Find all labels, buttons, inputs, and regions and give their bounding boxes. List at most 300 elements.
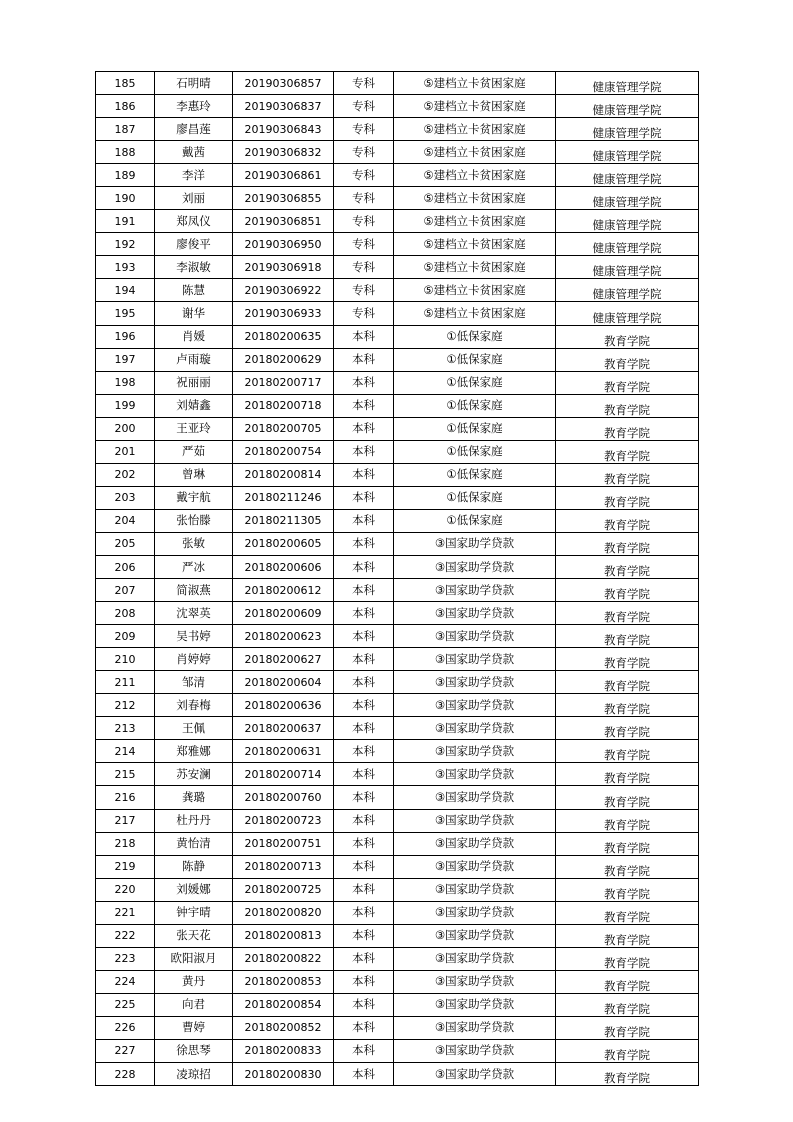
serial-number-cell: 195 <box>96 302 155 325</box>
college-cell: 健康管理学院 <box>556 72 699 95</box>
student-name-cell: 欧阳淑月 <box>155 947 233 970</box>
serial-number-cell: 205 <box>96 532 155 555</box>
table-row <box>96 763 699 786</box>
college-cell: 教育学院 <box>556 1063 699 1086</box>
college-cell: 教育学院 <box>556 1039 699 1062</box>
college-cell: 教育学院 <box>556 555 699 578</box>
serial-number-cell: 187 <box>96 118 155 141</box>
college-cell: 教育学院 <box>556 855 699 878</box>
difficulty-category-cell: ⑤建档立卡贫困家庭 <box>394 95 556 118</box>
education-level-cell: 本科 <box>334 394 394 417</box>
difficulty-category-cell: ③国家助学贷款 <box>394 579 556 602</box>
serial-number-cell: 198 <box>96 371 155 394</box>
student-id-cell: 20190306855 <box>233 187 334 210</box>
serial-number-cell: 189 <box>96 164 155 187</box>
serial-number-cell: 210 <box>96 648 155 671</box>
student-name-cell: 廖俊平 <box>155 233 233 256</box>
college-cell: 健康管理学院 <box>556 279 699 302</box>
education-level-cell: 本科 <box>334 532 394 555</box>
college-cell: 教育学院 <box>556 901 699 924</box>
table-body <box>96 72 699 1086</box>
student-name-cell: 黄丹 <box>155 970 233 993</box>
education-level-cell: 本科 <box>334 947 394 970</box>
college-cell: 健康管理学院 <box>556 141 699 164</box>
education-level-cell: 本科 <box>334 417 394 440</box>
education-level-cell: 专科 <box>334 164 394 187</box>
difficulty-category-cell: ③国家助学贷款 <box>394 1039 556 1062</box>
difficulty-category-cell: ③国家助学贷款 <box>394 602 556 625</box>
table-row <box>96 532 699 555</box>
student-name-cell: 谢华 <box>155 302 233 325</box>
student-id-cell: 20180200631 <box>233 740 334 763</box>
difficulty-category-cell: ③国家助学贷款 <box>394 786 556 809</box>
college-cell: 健康管理学院 <box>556 256 699 279</box>
serial-number-cell: 219 <box>96 855 155 878</box>
difficulty-category-cell: ⑤建档立卡贫困家庭 <box>394 210 556 233</box>
college-cell: 教育学院 <box>556 947 699 970</box>
education-level-cell: 本科 <box>334 740 394 763</box>
student-id-cell: 20190306837 <box>233 95 334 118</box>
student-id-cell: 20180200853 <box>233 970 334 993</box>
education-level-cell: 专科 <box>334 187 394 210</box>
education-level-cell: 本科 <box>334 1016 394 1039</box>
serial-number-cell: 185 <box>96 72 155 95</box>
college-cell: 教育学院 <box>556 740 699 763</box>
college-cell: 健康管理学院 <box>556 164 699 187</box>
difficulty-category-cell: ①低保家庭 <box>394 348 556 371</box>
difficulty-category-cell: ①低保家庭 <box>394 440 556 463</box>
education-level-cell: 本科 <box>334 1039 394 1062</box>
education-level-cell: 本科 <box>334 555 394 578</box>
difficulty-category-cell: ①低保家庭 <box>394 509 556 532</box>
student-id-cell: 20180200714 <box>233 763 334 786</box>
education-level-cell: 本科 <box>334 763 394 786</box>
serial-number-cell: 221 <box>96 901 155 924</box>
difficulty-category-cell: ③国家助学贷款 <box>394 901 556 924</box>
table-row <box>96 164 699 187</box>
college-cell: 教育学院 <box>556 832 699 855</box>
table-row <box>96 1016 699 1039</box>
table-row <box>96 625 699 648</box>
difficulty-category-cell: ③国家助学贷款 <box>394 947 556 970</box>
student-name-cell: 钟宇晴 <box>155 901 233 924</box>
table-row <box>96 141 699 164</box>
serial-number-cell: 224 <box>96 970 155 993</box>
table-row <box>96 809 699 832</box>
difficulty-category-cell: ⑤建档立卡贫困家庭 <box>394 72 556 95</box>
student-name-cell: 张敏 <box>155 532 233 555</box>
serial-number-cell: 211 <box>96 671 155 694</box>
college-cell: 健康管理学院 <box>556 210 699 233</box>
difficulty-category-cell: ⑤建档立卡贫困家庭 <box>394 233 556 256</box>
serial-number-cell: 207 <box>96 579 155 602</box>
table-row <box>96 740 699 763</box>
student-name-cell: 肖媛 <box>155 325 233 348</box>
student-id-cell: 20180200754 <box>233 440 334 463</box>
student-list-table <box>95 71 699 1086</box>
student-id-cell: 20180200820 <box>233 901 334 924</box>
student-id-cell: 20180200725 <box>233 878 334 901</box>
difficulty-category-cell: ①低保家庭 <box>394 371 556 394</box>
student-id-cell: 20180200627 <box>233 648 334 671</box>
student-name-cell: 严冰 <box>155 555 233 578</box>
student-id-cell: 20180200606 <box>233 555 334 578</box>
serial-number-cell: 202 <box>96 463 155 486</box>
table-row <box>96 671 699 694</box>
serial-number-cell: 228 <box>96 1063 155 1086</box>
difficulty-category-cell: ③国家助学贷款 <box>394 993 556 1016</box>
serial-number-cell: 216 <box>96 786 155 809</box>
student-name-cell: 曹婷 <box>155 1016 233 1039</box>
student-name-cell: 刘丽 <box>155 187 233 210</box>
difficulty-category-cell: ⑤建档立卡贫困家庭 <box>394 164 556 187</box>
college-cell: 健康管理学院 <box>556 233 699 256</box>
student-name-cell: 黄怡清 <box>155 832 233 855</box>
table-row <box>96 878 699 901</box>
difficulty-category-cell: ③国家助学贷款 <box>394 625 556 648</box>
table-row <box>96 555 699 578</box>
student-id-cell: 20180200814 <box>233 463 334 486</box>
difficulty-category-cell: ⑤建档立卡贫困家庭 <box>394 141 556 164</box>
education-level-cell: 专科 <box>334 256 394 279</box>
table-row <box>96 947 699 970</box>
serial-number-cell: 190 <box>96 187 155 210</box>
table-row <box>96 348 699 371</box>
serial-number-cell: 201 <box>96 440 155 463</box>
student-name-cell: 吴书婷 <box>155 625 233 648</box>
difficulty-category-cell: ③国家助学贷款 <box>394 671 556 694</box>
student-name-cell: 祝丽丽 <box>155 371 233 394</box>
difficulty-category-cell: ⑤建档立卡贫困家庭 <box>394 279 556 302</box>
student-name-cell: 廖昌莲 <box>155 118 233 141</box>
education-level-cell: 本科 <box>334 371 394 394</box>
college-cell: 教育学院 <box>556 809 699 832</box>
table-row <box>96 394 699 417</box>
education-level-cell: 本科 <box>334 809 394 832</box>
serial-number-cell: 208 <box>96 602 155 625</box>
student-name-cell: 石明晴 <box>155 72 233 95</box>
student-id-cell: 20180200852 <box>233 1016 334 1039</box>
serial-number-cell: 212 <box>96 694 155 717</box>
student-name-cell: 陈慧 <box>155 279 233 302</box>
difficulty-category-cell: ①低保家庭 <box>394 394 556 417</box>
education-level-cell: 本科 <box>334 671 394 694</box>
college-cell: 教育学院 <box>556 671 699 694</box>
table-row <box>96 648 699 671</box>
education-level-cell: 本科 <box>334 855 394 878</box>
student-name-cell: 李洋 <box>155 164 233 187</box>
table-row <box>96 72 699 95</box>
college-cell: 教育学院 <box>556 648 699 671</box>
education-level-cell: 本科 <box>334 602 394 625</box>
table-row <box>96 95 699 118</box>
serial-number-cell: 191 <box>96 210 155 233</box>
student-id-cell: 20190306851 <box>233 210 334 233</box>
student-name-cell: 卢雨璇 <box>155 348 233 371</box>
serial-number-cell: 218 <box>96 832 155 855</box>
education-level-cell: 本科 <box>334 717 394 740</box>
student-name-cell: 李淑敏 <box>155 256 233 279</box>
table-row <box>96 302 699 325</box>
table-row <box>96 325 699 348</box>
student-id-cell: 20180200713 <box>233 855 334 878</box>
difficulty-category-cell: ③国家助学贷款 <box>394 555 556 578</box>
difficulty-category-cell: ③国家助学贷款 <box>394 694 556 717</box>
serial-number-cell: 223 <box>96 947 155 970</box>
difficulty-category-cell: ③国家助学贷款 <box>394 532 556 555</box>
student-name-cell: 徐思琴 <box>155 1039 233 1062</box>
table-row <box>96 210 699 233</box>
student-name-cell: 王佩 <box>155 717 233 740</box>
education-level-cell: 专科 <box>334 233 394 256</box>
student-name-cell: 曾琳 <box>155 463 233 486</box>
serial-number-cell: 209 <box>96 625 155 648</box>
student-name-cell: 戴宇航 <box>155 486 233 509</box>
table-row <box>96 233 699 256</box>
student-id-cell: 20180200623 <box>233 625 334 648</box>
serial-number-cell: 217 <box>96 809 155 832</box>
college-cell: 教育学院 <box>556 394 699 417</box>
serial-number-cell: 203 <box>96 486 155 509</box>
table-row <box>96 256 699 279</box>
serial-number-cell: 192 <box>96 233 155 256</box>
table-row <box>96 993 699 1016</box>
difficulty-category-cell: ③国家助学贷款 <box>394 648 556 671</box>
table-row <box>96 509 699 532</box>
serial-number-cell: 193 <box>96 256 155 279</box>
education-level-cell: 本科 <box>334 440 394 463</box>
student-id-cell: 20190306918 <box>233 256 334 279</box>
serial-number-cell: 188 <box>96 141 155 164</box>
college-cell: 健康管理学院 <box>556 187 699 210</box>
table-row <box>96 463 699 486</box>
student-id-cell: 20180200833 <box>233 1039 334 1062</box>
student-name-cell: 向君 <box>155 993 233 1016</box>
difficulty-category-cell: ①低保家庭 <box>394 325 556 348</box>
table-row <box>96 786 699 809</box>
college-cell: 健康管理学院 <box>556 95 699 118</box>
student-id-cell: 20180200813 <box>233 924 334 947</box>
student-name-cell: 刘婧鑫 <box>155 394 233 417</box>
college-cell: 教育学院 <box>556 325 699 348</box>
serial-number-cell: 227 <box>96 1039 155 1062</box>
table-row <box>96 901 699 924</box>
difficulty-category-cell: ⑤建档立卡贫困家庭 <box>394 256 556 279</box>
college-cell: 健康管理学院 <box>556 118 699 141</box>
college-cell: 教育学院 <box>556 463 699 486</box>
education-level-cell: 本科 <box>334 993 394 1016</box>
table-row <box>96 440 699 463</box>
education-level-cell: 本科 <box>334 625 394 648</box>
table-row <box>96 832 699 855</box>
difficulty-category-cell: ③国家助学贷款 <box>394 878 556 901</box>
education-level-cell: 专科 <box>334 141 394 164</box>
education-level-cell: 本科 <box>334 924 394 947</box>
education-level-cell: 专科 <box>334 118 394 141</box>
education-level-cell: 专科 <box>334 210 394 233</box>
education-level-cell: 本科 <box>334 786 394 809</box>
student-id-cell: 20180200830 <box>233 1063 334 1086</box>
student-id-cell: 20180200612 <box>233 579 334 602</box>
student-name-cell: 凌琼招 <box>155 1063 233 1086</box>
education-level-cell: 本科 <box>334 970 394 993</box>
table-row <box>96 118 699 141</box>
serial-number-cell: 213 <box>96 717 155 740</box>
student-name-cell: 苏安澜 <box>155 763 233 786</box>
college-cell: 教育学院 <box>556 924 699 947</box>
student-name-cell: 刘春梅 <box>155 694 233 717</box>
student-id-cell: 20180200751 <box>233 832 334 855</box>
table-row <box>96 924 699 947</box>
student-id-cell: 20180200629 <box>233 348 334 371</box>
college-cell: 教育学院 <box>556 440 699 463</box>
education-level-cell: 专科 <box>334 302 394 325</box>
table-row <box>96 486 699 509</box>
difficulty-category-cell: ⑤建档立卡贫困家庭 <box>394 187 556 210</box>
table-row <box>96 417 699 440</box>
serial-number-cell: 186 <box>96 95 155 118</box>
student-name-cell: 刘媛娜 <box>155 878 233 901</box>
college-cell: 健康管理学院 <box>556 302 699 325</box>
serial-number-cell: 225 <box>96 993 155 1016</box>
student-name-cell: 张怡滕 <box>155 509 233 532</box>
student-id-cell: 20180200854 <box>233 993 334 1016</box>
difficulty-category-cell: ③国家助学贷款 <box>394 717 556 740</box>
education-level-cell: 本科 <box>334 648 394 671</box>
table-row <box>96 602 699 625</box>
education-level-cell: 本科 <box>334 1063 394 1086</box>
education-level-cell: 本科 <box>334 832 394 855</box>
student-id-cell: 20180200637 <box>233 717 334 740</box>
college-cell: 教育学院 <box>556 532 699 555</box>
student-name-cell: 沈翠英 <box>155 602 233 625</box>
student-id-cell: 20190306922 <box>233 279 334 302</box>
student-id-cell: 20190306832 <box>233 141 334 164</box>
serial-number-cell: 206 <box>96 555 155 578</box>
student-id-cell: 20190306843 <box>233 118 334 141</box>
difficulty-category-cell: ③国家助学贷款 <box>394 1063 556 1086</box>
college-cell: 教育学院 <box>556 625 699 648</box>
college-cell: 教育学院 <box>556 1016 699 1039</box>
difficulty-category-cell: ①低保家庭 <box>394 417 556 440</box>
student-name-cell: 李惠玲 <box>155 95 233 118</box>
student-id-cell: 20180200723 <box>233 809 334 832</box>
education-level-cell: 专科 <box>334 279 394 302</box>
difficulty-category-cell: ③国家助学贷款 <box>394 832 556 855</box>
education-level-cell: 专科 <box>334 72 394 95</box>
education-level-cell: 本科 <box>334 694 394 717</box>
college-cell: 教育学院 <box>556 786 699 809</box>
difficulty-category-cell: ⑤建档立卡贫困家庭 <box>394 118 556 141</box>
student-name-cell: 龚璐 <box>155 786 233 809</box>
education-level-cell: 本科 <box>334 325 394 348</box>
student-id-cell: 20180211246 <box>233 486 334 509</box>
table-row <box>96 279 699 302</box>
serial-number-cell: 199 <box>96 394 155 417</box>
difficulty-category-cell: ③国家助学贷款 <box>394 970 556 993</box>
college-cell: 教育学院 <box>556 509 699 532</box>
difficulty-category-cell: ③国家助学贷款 <box>394 855 556 878</box>
table-row <box>96 1063 699 1086</box>
table-row <box>96 694 699 717</box>
education-level-cell: 本科 <box>334 348 394 371</box>
student-id-cell: 20190306861 <box>233 164 334 187</box>
table-row <box>96 717 699 740</box>
college-cell: 教育学院 <box>556 348 699 371</box>
difficulty-category-cell: ①低保家庭 <box>394 463 556 486</box>
college-cell: 教育学院 <box>556 579 699 602</box>
student-id-cell: 20180200705 <box>233 417 334 440</box>
college-cell: 教育学院 <box>556 763 699 786</box>
serial-number-cell: 214 <box>96 740 155 763</box>
student-name-cell: 杜丹丹 <box>155 809 233 832</box>
table-row <box>96 1039 699 1062</box>
difficulty-category-cell: ①低保家庭 <box>394 486 556 509</box>
serial-number-cell: 200 <box>96 417 155 440</box>
student-id-cell: 20180200604 <box>233 671 334 694</box>
student-id-cell: 20190306933 <box>233 302 334 325</box>
college-cell: 教育学院 <box>556 970 699 993</box>
table-row <box>96 187 699 210</box>
serial-number-cell: 194 <box>96 279 155 302</box>
table-row <box>96 855 699 878</box>
serial-number-cell: 204 <box>96 509 155 532</box>
college-cell: 教育学院 <box>556 602 699 625</box>
education-level-cell: 本科 <box>334 463 394 486</box>
college-cell: 教育学院 <box>556 878 699 901</box>
student-id-cell: 20190306950 <box>233 233 334 256</box>
difficulty-category-cell: ③国家助学贷款 <box>394 809 556 832</box>
table-row <box>96 371 699 394</box>
student-name-cell: 简淑燕 <box>155 579 233 602</box>
serial-number-cell: 220 <box>96 878 155 901</box>
table-row <box>96 579 699 602</box>
student-name-cell: 严茹 <box>155 440 233 463</box>
serial-number-cell: 197 <box>96 348 155 371</box>
difficulty-category-cell: ③国家助学贷款 <box>394 924 556 947</box>
serial-number-cell: 196 <box>96 325 155 348</box>
education-level-cell: 本科 <box>334 509 394 532</box>
student-name-cell: 张天花 <box>155 924 233 947</box>
student-name-cell: 戴茜 <box>155 141 233 164</box>
education-level-cell: 本科 <box>334 878 394 901</box>
difficulty-category-cell: ③国家助学贷款 <box>394 740 556 763</box>
education-level-cell: 本科 <box>334 901 394 924</box>
student-name-cell: 陈静 <box>155 855 233 878</box>
student-id-cell: 20180200717 <box>233 371 334 394</box>
difficulty-category-cell: ⑤建档立卡贫困家庭 <box>394 302 556 325</box>
student-id-cell: 20180200718 <box>233 394 334 417</box>
college-cell: 教育学院 <box>556 417 699 440</box>
student-name-cell: 邹清 <box>155 671 233 694</box>
table-row <box>96 970 699 993</box>
college-cell: 教育学院 <box>556 694 699 717</box>
college-cell: 教育学院 <box>556 993 699 1016</box>
serial-number-cell: 222 <box>96 924 155 947</box>
college-cell: 教育学院 <box>556 717 699 740</box>
education-level-cell: 本科 <box>334 486 394 509</box>
serial-number-cell: 226 <box>96 1016 155 1039</box>
student-id-cell: 20180200609 <box>233 602 334 625</box>
student-id-cell: 20180200822 <box>233 947 334 970</box>
student-name-cell: 肖婷婷 <box>155 648 233 671</box>
serial-number-cell: 215 <box>96 763 155 786</box>
student-id-cell: 20180211305 <box>233 509 334 532</box>
student-id-cell: 20180200760 <box>233 786 334 809</box>
education-level-cell: 本科 <box>334 579 394 602</box>
college-cell: 教育学院 <box>556 371 699 394</box>
student-id-cell: 20180200636 <box>233 694 334 717</box>
